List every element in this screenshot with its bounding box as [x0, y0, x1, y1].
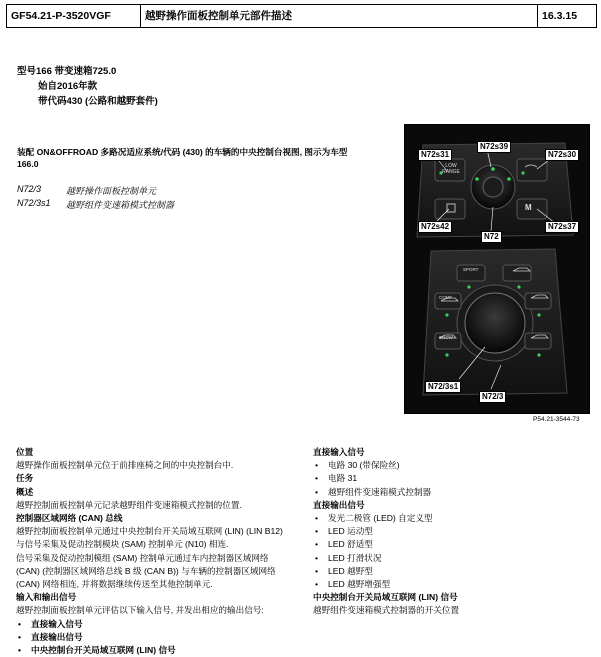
- model-line-3: 带代码430 (公路和越野套件): [38, 96, 158, 107]
- figure-caption: P54.21-3544-73: [533, 416, 580, 423]
- legend-desc: 越野操作面板控制单元: [66, 186, 157, 196]
- io-text: 越野控制面板控制单元评估以下输入信号, 并发出相应的输出信号:: [16, 605, 264, 616]
- document-header: [6, 4, 597, 28]
- list-item: • LED 舒适型: [313, 538, 593, 551]
- legend-code: N72/3: [17, 184, 42, 194]
- heading-overview: 概述: [16, 486, 34, 497]
- console-illustration: [405, 125, 589, 413]
- lin-text: 越野组件变速箱模式控制器的开关位置: [313, 605, 460, 616]
- location-text: 越野操作面板控制单元位于前排座椅之间的中央控制台中.: [16, 460, 234, 471]
- console-photo: [404, 124, 590, 414]
- list-item: • LED 打滑状况: [313, 552, 593, 565]
- callout-n72: N72: [481, 231, 502, 243]
- list-item: • 发光二极管 (LED) 自定义型: [313, 512, 593, 525]
- can-line: (CAN) (控制器区域网络总线 B 级 (CAN B)) 与车辆的控制器区域网络: [16, 565, 276, 576]
- heading-location: 位置: [16, 447, 34, 457]
- list-item: • 电路 30 (带保险丝): [313, 459, 593, 472]
- can-line: 与信号采集及促动控制模块 (SAM) 控制单元 (N10) 相连.: [16, 539, 229, 550]
- callout-n72s31: N72s31: [418, 149, 452, 161]
- callout-n72-3: N72/3: [479, 391, 506, 403]
- legend-list: [17, 184, 174, 212]
- can-line: 越野控制面板控制单元通过中央控制台开关局域互联网 (LIN) (LIN B12): [16, 526, 283, 537]
- overview-text: 越野控制面板控制单元记录越野组件变速箱模式控制的位置.: [16, 499, 242, 510]
- list-item: • LED 运动型: [313, 525, 593, 538]
- heading-lin-signal: 中央控制台开关局域互联网 (LIN) 信号: [313, 592, 458, 603]
- callout-n72s42: N72s42: [418, 221, 452, 233]
- list-item: • 直接输出信号: [16, 631, 301, 644]
- list-item: • 直接输入信号: [16, 618, 301, 631]
- legend-item: [17, 198, 174, 212]
- legend-code: N72/3s1: [17, 198, 51, 208]
- sport-button-text: SPORT: [463, 267, 479, 272]
- list-item: • LED 越野型: [313, 565, 593, 578]
- doc-title: 越野操作面板控制单元部件描述: [141, 5, 538, 27]
- model-line-1: 型号166 带变速箱725.0: [17, 66, 117, 77]
- can-line: (CAN) 网络相连, 并将数据继续传送至其他控制单元.: [16, 579, 213, 590]
- callout-n72s39: N72s39: [477, 141, 511, 153]
- doc-date: 16.3.15: [542, 10, 578, 22]
- doc-code: GF54.21-P-3520VGF: [7, 5, 141, 27]
- heading-direct-input: 直接输入信号: [313, 447, 365, 457]
- list-item: • 越野组件变速箱模式控制器: [313, 486, 593, 499]
- low-range-button-text: LOW RANGE: [442, 163, 460, 175]
- callout-n72s30: N72s30: [545, 149, 579, 161]
- list-item: • LED 越野增强型: [313, 578, 593, 591]
- heading-can: 控制器区域网络 (CAN) 总线: [16, 513, 123, 524]
- list-item: • 中央控制台开关局域互联网 (LIN) 信号: [16, 644, 301, 657]
- right-column: [313, 446, 593, 618]
- heading-direct-output: 直接输出信号: [313, 499, 365, 510]
- heading-task: 任务: [16, 473, 34, 484]
- callout-n72s37: N72s37: [545, 221, 579, 233]
- direct-output-list: [313, 512, 593, 591]
- direct-input-list: [313, 459, 593, 499]
- model-line-2: 始自2016年款: [38, 81, 98, 92]
- io-list: [16, 618, 301, 657]
- intro-line-2: 166.0: [17, 159, 39, 169]
- intro-line-1: 装配 ON&OFFROAD 多路况适应系统/代码 (430) 的车辆的中央控制台视图, 图示为车型: [17, 147, 348, 157]
- list-item: • 电路 31: [313, 472, 593, 485]
- snow-button-text: SNOW: [439, 335, 453, 340]
- m-button-text: M: [525, 203, 532, 212]
- can-line: 信号采集及促动控制模组 (SAM) 控制单元通过车内控制器区域网络: [16, 552, 269, 563]
- legend-desc: 越野组件变速箱模式控制器: [66, 200, 175, 210]
- legend-item: [17, 184, 174, 198]
- left-column: [16, 446, 301, 657]
- callout-n72-3s1: N72/3s1: [425, 381, 461, 393]
- comf-button-text: COMF: [439, 295, 453, 300]
- heading-io: 输入和输出信号: [16, 592, 77, 603]
